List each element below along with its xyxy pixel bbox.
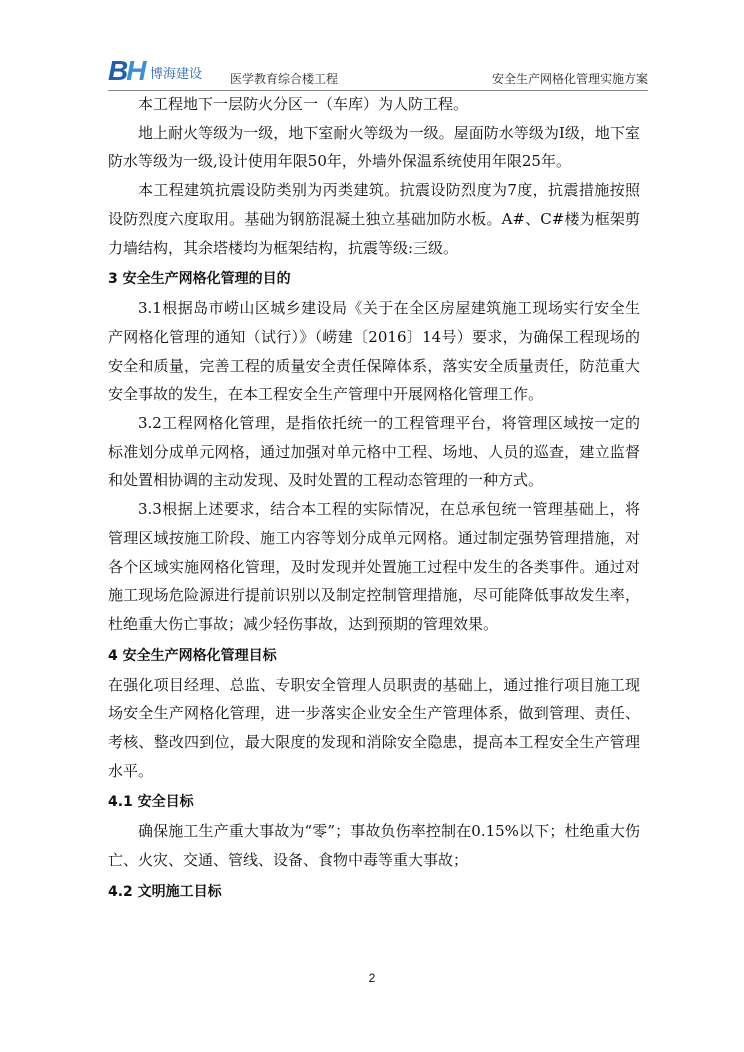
section-heading-4: 4 安全生产网格化管理目标 (108, 647, 277, 664)
paragraph-fire-rating: 地上耐火等级为一级，地下室耐火等级为一级。屋面防水等级为Ⅰ级，地下室防水等级为一级,设计使用年限50年，外墙外保温系统使用年限25年。 (108, 123, 640, 171)
section-heading-4-2: 4.2 文明施工目标 (108, 883, 222, 900)
section-heading-4-1: 4.1 安全目标 (108, 794, 194, 811)
document-body (108, 90, 640, 907)
paragraph-3-1: 3.1根据岛市崂山区城乡建设局《关于在全区房屋建筑施工现场实行安全生产网格化管理的通知（试行）》（崂建〔2016〕14号）要求，为确保工程现场的安全和质量，完善工程的质量安全责任保障体系，落实安全质量责任，防范重大安全事故的发生，在本工程安全生产管理中开展网格化管理工作。 (108, 299, 640, 404)
section-heading-3: 3 安全生产网格化管理的目的 (108, 271, 291, 288)
header-document-title: 安全生产网格化管理实施方案 (491, 72, 648, 86)
paragraph-3-2: 3.2工程网格化管理，是指依托统一的工程管理平台，将管理区域按一定的标准划分成单元网格，通过加强对单元格中工程、场地、人员的巡查，建立监督和处置相协调的主动发现、及时处置的工程动态管理的一种方式。 (108, 414, 640, 490)
paragraph-seismic: 本工程建筑抗震设防类别为丙类建筑。抗震设防烈度为7度，抗震措施按照设防烈度六度取用。基础为钢筋混凝土独立基础加防水板。A#、C#楼为框架剪力墙结构，其余塔楼均为框架结构，抗震等级:三级。 (108, 181, 640, 257)
page-header (108, 56, 648, 92)
paragraph-4-1: 确保施工生产重大事故为“零”；事故负伤率控制在0.15%以下；杜绝重大伤亡、火灾、交通、管线、设备、食物中毒等重大事故； (108, 822, 640, 870)
paragraph-4: 在强化项目经理、总监、专职安全管理人员职责的基础上，通过推行项目施工现场安全生产网格化管理，进一步落实企业安全生产管理体系，做到管理、责任、考核、整改四到位，最大限度的发现和消除安全隐患，提高本工程安全生产管理水平。 (108, 675, 640, 780)
page-number: 2 (368, 971, 376, 985)
header-project-name: 医学教育综合楼工程 (230, 72, 339, 86)
paragraph-3-3: 3.3根据上述要求，结合本工程的实际情况，在总承包统一管理基础上，将管理区域按施工阶段、施工内容等划分成单元网格。通过制定强势管理措施，对各个区域实施网格化管理，及时发现并处置施工过程中发生的各类事件。通过对施工现场危险源进行提前识别以及制定控制管理措施，尽可能降低事故发生率，杜绝重大伤亡事故；减少轻伤事故，达到预期的管理效果。 (108, 500, 640, 633)
paragraph-civil-defense: 本工程地下一层防火分区一（车库）为人防工程。 (138, 95, 469, 113)
logo-text: 博海建设 (150, 67, 203, 82)
logo-mark: BH (108, 55, 145, 86)
